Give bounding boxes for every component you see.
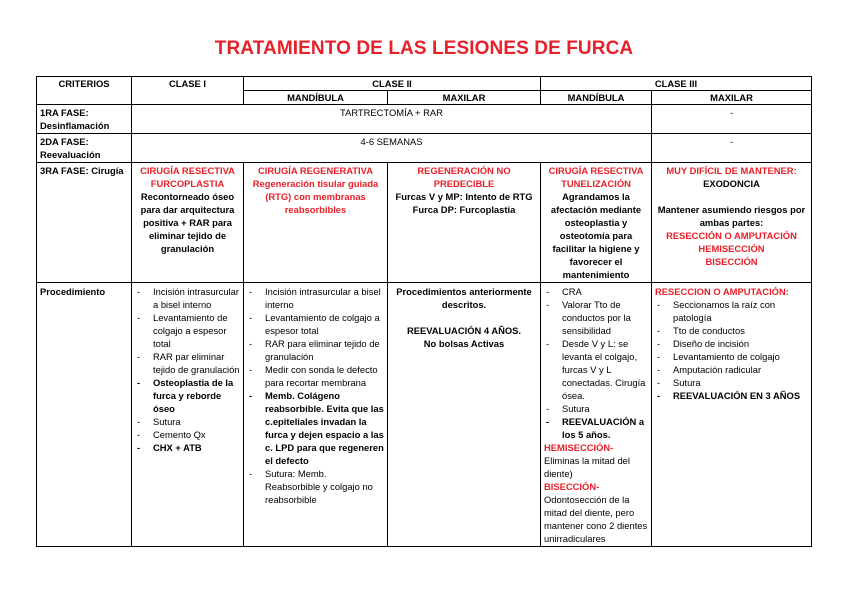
clase3-mandibula-header: MANDÍBULA — [541, 91, 652, 105]
list-item: - Incisión intrasurcular a bisel interno — [135, 285, 240, 311]
clase1-header: CLASE I — [132, 77, 244, 105]
list-item: - Sutura — [655, 376, 808, 389]
fase3-clase3-max-red3: BISECCIÓN — [705, 256, 758, 267]
list-item: - Valorar Tto de conductos por la sensibilidad — [544, 298, 648, 337]
fase2-row — [37, 134, 812, 163]
list-item: - REEVALUACIÓN a los 5 años. — [544, 415, 648, 441]
proc-clase1 — [132, 283, 244, 547]
clase2-mandibula-header: MANDÍBULA — [244, 91, 388, 105]
clase2-maxilar-header: MAXILAR — [388, 91, 541, 105]
proc-clase3-max-list — [655, 298, 808, 402]
fase3-clase2-mand-sub: Regeneración tisular guiada (RTG) con membranas reabsorbibles — [252, 178, 379, 215]
criterios-header: CRITERIOS — [37, 77, 132, 105]
hemiseccion-label: HEMISECCIÓN- — [544, 442, 614, 453]
fase3-clase3-max-red1: RESECCIÓN O AMPUTACIÓN — [666, 230, 797, 241]
clase2-header: CLASE II — [244, 77, 541, 91]
fase3-clase3-max-line1: EXODONCIA — [703, 178, 760, 189]
list-item: - Incisión intrasurcular a bisel interno — [247, 285, 384, 311]
fase3-clase1-body: Recontorneado óseo para dar arquitectura positiva + RAR para eliminar tejido de granulación — [140, 191, 235, 254]
list-item: - Levantamiento de colgajo — [655, 350, 808, 363]
list-item: - Tto de conductos — [655, 324, 808, 337]
list-item: - Osteoplastia de la furca y reborde óseo — [135, 376, 240, 415]
fase2-c3-max: - — [652, 134, 812, 163]
list-item: - Medir con sonda le defecto para recortar membrana — [247, 363, 384, 389]
proc-clase2-mandibula — [244, 283, 388, 547]
list-item: - RAR par eliminar tejido de granulación — [135, 350, 240, 376]
proc-clase2-mand-list — [247, 285, 384, 506]
fase3-clase1 — [132, 163, 244, 283]
proc-clase3-maxilar — [652, 283, 812, 547]
list-item: - Desde V y L: se levanta el colgajo, furcas V y L conectadas. Cirugía ósea. — [544, 337, 648, 402]
fase3-clase2-mand-heading: CIRUGÍA REGENERATIVA — [258, 165, 373, 176]
list-item: - Levantamiento de colgajo a espesor total — [247, 311, 384, 337]
biseccion-text: Odontosección de la mitad del diente, pero mantener cono 2 dientes unirradiculares — [544, 494, 648, 544]
fase3-clase2-max-heading: REGENERACIÓN NO PREDECIBLE — [417, 165, 511, 189]
list-item: - Seccionamos la raíz con patología — [655, 298, 808, 324]
hemiseccion-text: Eliminas la mitad del diente) — [544, 455, 630, 479]
fase3-clase1-heading: CIRUGÍA RESECTIVA FURCOPLASTIA — [140, 165, 235, 189]
fase3-clase3-max-red2: HEMISECCIÓN — [698, 243, 765, 254]
fase1-row — [37, 105, 812, 134]
clase3-header: CLASE III — [541, 77, 812, 91]
proc-clase2-maxilar — [388, 283, 541, 547]
proc-clase2-max-line3: No bolsas Activas — [423, 338, 505, 349]
page-title: TRATAMIENTO DE LAS LESIONES DE FURCA — [214, 38, 634, 59]
list-item: - Sutura: Memb. Reabsorbible y colgajo no reabsorbible — [247, 467, 384, 506]
fase3-clase3-mandibula — [541, 163, 652, 283]
proc-clase3-max-heading: RESECCION O AMPUTACIÓN: — [655, 286, 789, 297]
proc-clase2-max-line2: REEVALUACIÓN 4 AÑOS. — [406, 325, 522, 336]
fase3-clase2-max-line2: Furca DP: Furcoplastia — [412, 204, 516, 215]
proc-clase3-mand-list — [544, 285, 648, 441]
list-item: - Sutura — [544, 402, 648, 415]
fase3-clase2-maxilar — [388, 163, 541, 283]
fase3-clase2-max-line1: Furcas V y MP: Intento de RTG — [395, 191, 533, 202]
clase3-maxilar-header: MAXILAR — [652, 91, 812, 105]
list-item: - Sutura — [135, 415, 240, 428]
procedimiento-row — [37, 283, 812, 547]
list-item: - Memb. Colágeno reabsorbible. Evita que las c.epiteliales invadan la furca y dejen espacio a las c. LPD para que regeneren el defecto — [247, 389, 384, 467]
list-item: - RAR para eliminar tejido de granulación — [247, 337, 384, 363]
treatment-table — [36, 76, 812, 547]
fase3-clase3-mand-heading: CIRUGÍA RESECTIVA TUNELIZACIÓN — [548, 165, 644, 189]
proc-clase2-max-line1: Procedimientos anteriormente descritos. — [396, 286, 532, 310]
list-item: - Levantamiento de colgajo a espesor total — [135, 311, 240, 350]
proc-clase3-mandibula — [541, 283, 652, 547]
list-item: - CHX + ATB — [135, 441, 240, 454]
fase3-clase3-max-line2: Mantener asumiendo riesgos por ambas partes: — [657, 204, 806, 228]
proc-clase1-list — [135, 285, 240, 454]
biseccion-label: BISECCIÓN- — [544, 481, 600, 492]
fase3-clase3-max-heading: MUY DIFÍCIL DE MANTENER: — [666, 165, 797, 176]
list-item: - CRA — [544, 285, 648, 298]
list-item: - Amputación radicular — [655, 363, 808, 376]
fase1-c3-max: - — [652, 105, 812, 134]
fase3-clase3-maxilar — [652, 163, 812, 283]
fase1-label: 1RA FASE: Desinflamación — [37, 105, 132, 134]
header-row-1 — [37, 77, 812, 91]
list-item: - Diseño de incisión — [655, 337, 808, 350]
fase3-clase3-mand-body: Agrandamos la afectación mediante osteoplastia y osteotomía para facilitar la higiene y favorecer el mantenimiento — [550, 191, 642, 280]
fase1-value: TARTRECTOMÍA + RAR — [132, 105, 652, 134]
list-item: - Cemento Qx — [135, 428, 240, 441]
fase2-label: 2DA FASE: Reevaluación — [37, 134, 132, 163]
list-item: - REEVALUACIÓN EN 3 AÑOS — [655, 389, 808, 402]
fase3-label: 3RA FASE: Cirugía — [37, 163, 132, 283]
procedimiento-label: Procedimiento — [37, 283, 132, 547]
fase2-value: 4-6 SEMANAS — [132, 134, 652, 163]
fase3-clase2-mandibula — [244, 163, 388, 283]
fase3-row — [37, 163, 812, 283]
